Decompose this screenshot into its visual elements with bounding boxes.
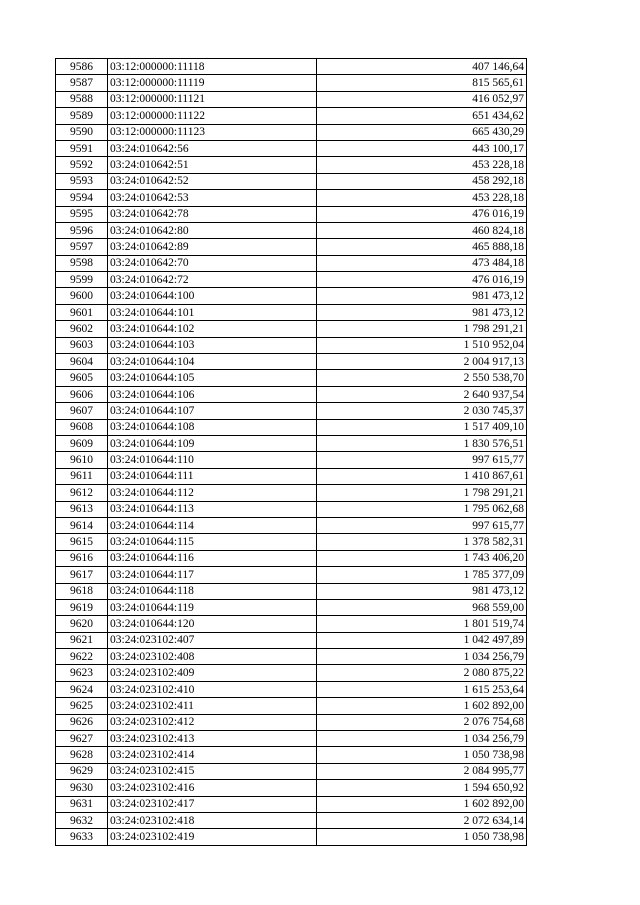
row-number-cell: 9599: [56, 272, 108, 288]
table-row: [56, 140, 527, 156]
row-number-cell: 9628: [56, 747, 108, 763]
table-row: [56, 337, 527, 353]
cadastral-number-cell: 03:24:023102:412: [108, 714, 317, 730]
table-row: [56, 731, 527, 747]
value-cell: 1 602 892,00: [317, 698, 527, 714]
cadastral-number-cell: 03:24:010644:100: [108, 288, 317, 304]
value-cell: 1 517 409,10: [317, 419, 527, 435]
row-number-cell: 9619: [56, 599, 108, 615]
value-cell: 1 034 256,79: [317, 731, 527, 747]
table-row: [56, 222, 527, 238]
value-cell: 1 034 256,79: [317, 649, 527, 665]
table-row: [56, 108, 527, 124]
cadastral-number-cell: 03:24:010642:53: [108, 190, 317, 206]
table-row: [56, 829, 527, 845]
value-cell: 1 594 650,92: [317, 780, 527, 796]
cadastral-number-cell: 03:24:023102:417: [108, 796, 317, 812]
cadastral-number-cell: 03:24:023102:409: [108, 665, 317, 681]
value-cell: 1 743 406,20: [317, 550, 527, 566]
row-number-cell: 9613: [56, 501, 108, 517]
table-row: [56, 649, 527, 665]
cadastral-number-cell: 03:24:010642:78: [108, 206, 317, 222]
row-number-cell: 9622: [56, 649, 108, 665]
table-row: [56, 468, 527, 484]
cadastral-number-cell: 03:24:023102:410: [108, 681, 317, 697]
table-row: [56, 321, 527, 337]
row-number-cell: 9629: [56, 763, 108, 779]
value-cell: 1 410 867,61: [317, 468, 527, 484]
cadastral-number-cell: 03:24:023102:411: [108, 698, 317, 714]
value-cell: 1 801 519,74: [317, 616, 527, 632]
cadastral-number-cell: 03:24:023102:418: [108, 812, 317, 828]
cadastral-value-table: [55, 58, 527, 846]
cadastral-number-cell: 03:12:000000:11118: [108, 59, 317, 75]
value-cell: 476 016,19: [317, 272, 527, 288]
row-number-cell: 9603: [56, 337, 108, 353]
value-cell: 2 080 875,22: [317, 665, 527, 681]
row-number-cell: 9592: [56, 157, 108, 173]
cadastral-number-cell: 03:24:010644:114: [108, 517, 317, 533]
table-row: [56, 239, 527, 255]
row-number-cell: 9602: [56, 321, 108, 337]
cadastral-number-cell: 03:24:010644:118: [108, 583, 317, 599]
value-cell: 1 830 576,51: [317, 435, 527, 451]
cadastral-number-cell: 03:24:010642:70: [108, 255, 317, 271]
value-cell: 1 615 253,64: [317, 681, 527, 697]
table-row: [56, 190, 527, 206]
table-row: [56, 288, 527, 304]
row-number-cell: 9586: [56, 59, 108, 75]
value-cell: 981 473,12: [317, 288, 527, 304]
row-number-cell: 9593: [56, 173, 108, 189]
value-cell: 1 050 738,98: [317, 747, 527, 763]
value-cell: 2 030 745,37: [317, 403, 527, 419]
value-cell: 465 888,18: [317, 239, 527, 255]
value-cell: 997 615,77: [317, 517, 527, 533]
cadastral-number-cell: 03:24:010644:102: [108, 321, 317, 337]
table-row: [56, 354, 527, 370]
value-cell: 1 042 497,89: [317, 632, 527, 648]
row-number-cell: 9611: [56, 468, 108, 484]
cadastral-number-cell: 03:24:023102:415: [108, 763, 317, 779]
value-cell: 473 484,18: [317, 255, 527, 271]
row-number-cell: 9598: [56, 255, 108, 271]
table-row: [56, 124, 527, 140]
table-row: [56, 665, 527, 681]
value-cell: 1 798 291,21: [317, 321, 527, 337]
table-row: [56, 452, 527, 468]
row-number-cell: 9625: [56, 698, 108, 714]
row-number-cell: 9589: [56, 108, 108, 124]
cadastral-number-cell: 03:24:010644:107: [108, 403, 317, 419]
cadastral-number-cell: 03:24:010644:103: [108, 337, 317, 353]
table-row: [56, 157, 527, 173]
table-row: [56, 599, 527, 615]
cadastral-number-cell: 03:24:010644:106: [108, 386, 317, 402]
table-row: [56, 370, 527, 386]
table-row: [56, 517, 527, 533]
table-row: [56, 304, 527, 320]
table-row: [56, 435, 527, 451]
table-row: [56, 632, 527, 648]
table-row: [56, 59, 527, 75]
row-number-cell: 9591: [56, 140, 108, 156]
value-cell: 1 798 291,21: [317, 485, 527, 501]
value-cell: 1 050 738,98: [317, 829, 527, 845]
row-number-cell: 9623: [56, 665, 108, 681]
cadastral-number-cell: 03:24:023102:407: [108, 632, 317, 648]
value-cell: 2 084 995,77: [317, 763, 527, 779]
value-cell: 2 004 917,13: [317, 354, 527, 370]
table-row: [56, 403, 527, 419]
table-row: [56, 714, 527, 730]
value-cell: 453 228,18: [317, 190, 527, 206]
cadastral-number-cell: 03:24:010642:89: [108, 239, 317, 255]
table-row: [56, 206, 527, 222]
table-body: [56, 59, 527, 846]
row-number-cell: 9608: [56, 419, 108, 435]
table-row: [56, 272, 527, 288]
cadastral-number-cell: 03:24:010644:112: [108, 485, 317, 501]
value-cell: 2 072 634,14: [317, 812, 527, 828]
row-number-cell: 9596: [56, 222, 108, 238]
row-number-cell: 9605: [56, 370, 108, 386]
cadastral-number-cell: 03:24:010644:109: [108, 435, 317, 451]
row-number-cell: 9606: [56, 386, 108, 402]
table-row: [56, 763, 527, 779]
row-number-cell: 9617: [56, 567, 108, 583]
row-number-cell: 9587: [56, 75, 108, 91]
value-cell: 651 434,62: [317, 108, 527, 124]
cadastral-number-cell: 03:24:010644:113: [108, 501, 317, 517]
value-cell: 460 824,18: [317, 222, 527, 238]
cadastral-number-cell: 03:24:010644:104: [108, 354, 317, 370]
row-number-cell: 9616: [56, 550, 108, 566]
cadastral-number-cell: 03:12:000000:11119: [108, 75, 317, 91]
table-row: [56, 780, 527, 796]
table-row: [56, 75, 527, 91]
cadastral-number-cell: 03:24:010642:72: [108, 272, 317, 288]
row-number-cell: 9588: [56, 91, 108, 107]
value-cell: 1 785 377,09: [317, 567, 527, 583]
cadastral-number-cell: 03:24:010644:116: [108, 550, 317, 566]
row-number-cell: 9612: [56, 485, 108, 501]
row-number-cell: 9597: [56, 239, 108, 255]
row-number-cell: 9610: [56, 452, 108, 468]
row-number-cell: 9631: [56, 796, 108, 812]
cadastral-number-cell: 03:24:023102:408: [108, 649, 317, 665]
table-row: [56, 747, 527, 763]
cadastral-number-cell: 03:12:000000:11123: [108, 124, 317, 140]
value-cell: 407 146,64: [317, 59, 527, 75]
value-cell: 443 100,17: [317, 140, 527, 156]
table-row: [56, 698, 527, 714]
cadastral-number-cell: 03:24:010644:117: [108, 567, 317, 583]
value-cell: 981 473,12: [317, 304, 527, 320]
value-cell: 453 228,18: [317, 157, 527, 173]
row-number-cell: 9604: [56, 354, 108, 370]
value-cell: 1 602 892,00: [317, 796, 527, 812]
row-number-cell: 9615: [56, 534, 108, 550]
value-cell: 997 615,77: [317, 452, 527, 468]
value-cell: 1 795 062,68: [317, 501, 527, 517]
table-row: [56, 616, 527, 632]
cadastral-number-cell: 03:24:010644:120: [108, 616, 317, 632]
row-number-cell: 9594: [56, 190, 108, 206]
row-number-cell: 9600: [56, 288, 108, 304]
table-row: [56, 419, 527, 435]
value-cell: 458 292,18: [317, 173, 527, 189]
row-number-cell: 9607: [56, 403, 108, 419]
cadastral-number-cell: 03:12:000000:11122: [108, 108, 317, 124]
row-number-cell: 9618: [56, 583, 108, 599]
table-row: [56, 567, 527, 583]
table-row: [56, 386, 527, 402]
table-row: [56, 534, 527, 550]
cadastral-number-cell: 03:24:010644:108: [108, 419, 317, 435]
value-cell: 2 076 754,68: [317, 714, 527, 730]
table-row: [56, 91, 527, 107]
cadastral-number-cell: 03:24:010644:105: [108, 370, 317, 386]
row-number-cell: 9601: [56, 304, 108, 320]
row-number-cell: 9632: [56, 812, 108, 828]
cadastral-number-cell: 03:24:010644:111: [108, 468, 317, 484]
cadastral-number-cell: 03:24:010644:115: [108, 534, 317, 550]
cadastral-number-cell: 03:24:010644:110: [108, 452, 317, 468]
cadastral-number-cell: 03:24:010642:51: [108, 157, 317, 173]
row-number-cell: 9590: [56, 124, 108, 140]
table-row: [56, 173, 527, 189]
cadastral-number-cell: 03:24:010642:56: [108, 140, 317, 156]
table-row: [56, 501, 527, 517]
value-cell: 665 430,29: [317, 124, 527, 140]
row-number-cell: 9630: [56, 780, 108, 796]
value-cell: 968 559,00: [317, 599, 527, 615]
table-row: [56, 550, 527, 566]
value-cell: 1 378 582,31: [317, 534, 527, 550]
value-cell: 476 016,19: [317, 206, 527, 222]
value-cell: 416 052,97: [317, 91, 527, 107]
cadastral-number-cell: 03:24:010644:101: [108, 304, 317, 320]
table-row: [56, 796, 527, 812]
table-row: [56, 812, 527, 828]
row-number-cell: 9627: [56, 731, 108, 747]
value-cell: 1 510 952,04: [317, 337, 527, 353]
cadastral-number-cell: 03:24:023102:419: [108, 829, 317, 845]
row-number-cell: 9633: [56, 829, 108, 845]
cadastral-number-cell: 03:12:000000:11121: [108, 91, 317, 107]
table-row: [56, 583, 527, 599]
value-cell: 815 565,61: [317, 75, 527, 91]
cadastral-number-cell: 03:24:010644:119: [108, 599, 317, 615]
row-number-cell: 9609: [56, 435, 108, 451]
value-cell: 981 473,12: [317, 583, 527, 599]
row-number-cell: 9614: [56, 517, 108, 533]
cadastral-number-cell: 03:24:010642:80: [108, 222, 317, 238]
row-number-cell: 9595: [56, 206, 108, 222]
table-row: [56, 485, 527, 501]
row-number-cell: 9620: [56, 616, 108, 632]
value-cell: 2 550 538,70: [317, 370, 527, 386]
cadastral-number-cell: 03:24:010642:52: [108, 173, 317, 189]
cadastral-number-cell: 03:24:023102:413: [108, 731, 317, 747]
value-cell: 2 640 937,54: [317, 386, 527, 402]
row-number-cell: 9621: [56, 632, 108, 648]
cadastral-number-cell: 03:24:023102:416: [108, 780, 317, 796]
table-row: [56, 255, 527, 271]
row-number-cell: 9624: [56, 681, 108, 697]
table-row: [56, 681, 527, 697]
cadastral-number-cell: 03:24:023102:414: [108, 747, 317, 763]
row-number-cell: 9626: [56, 714, 108, 730]
